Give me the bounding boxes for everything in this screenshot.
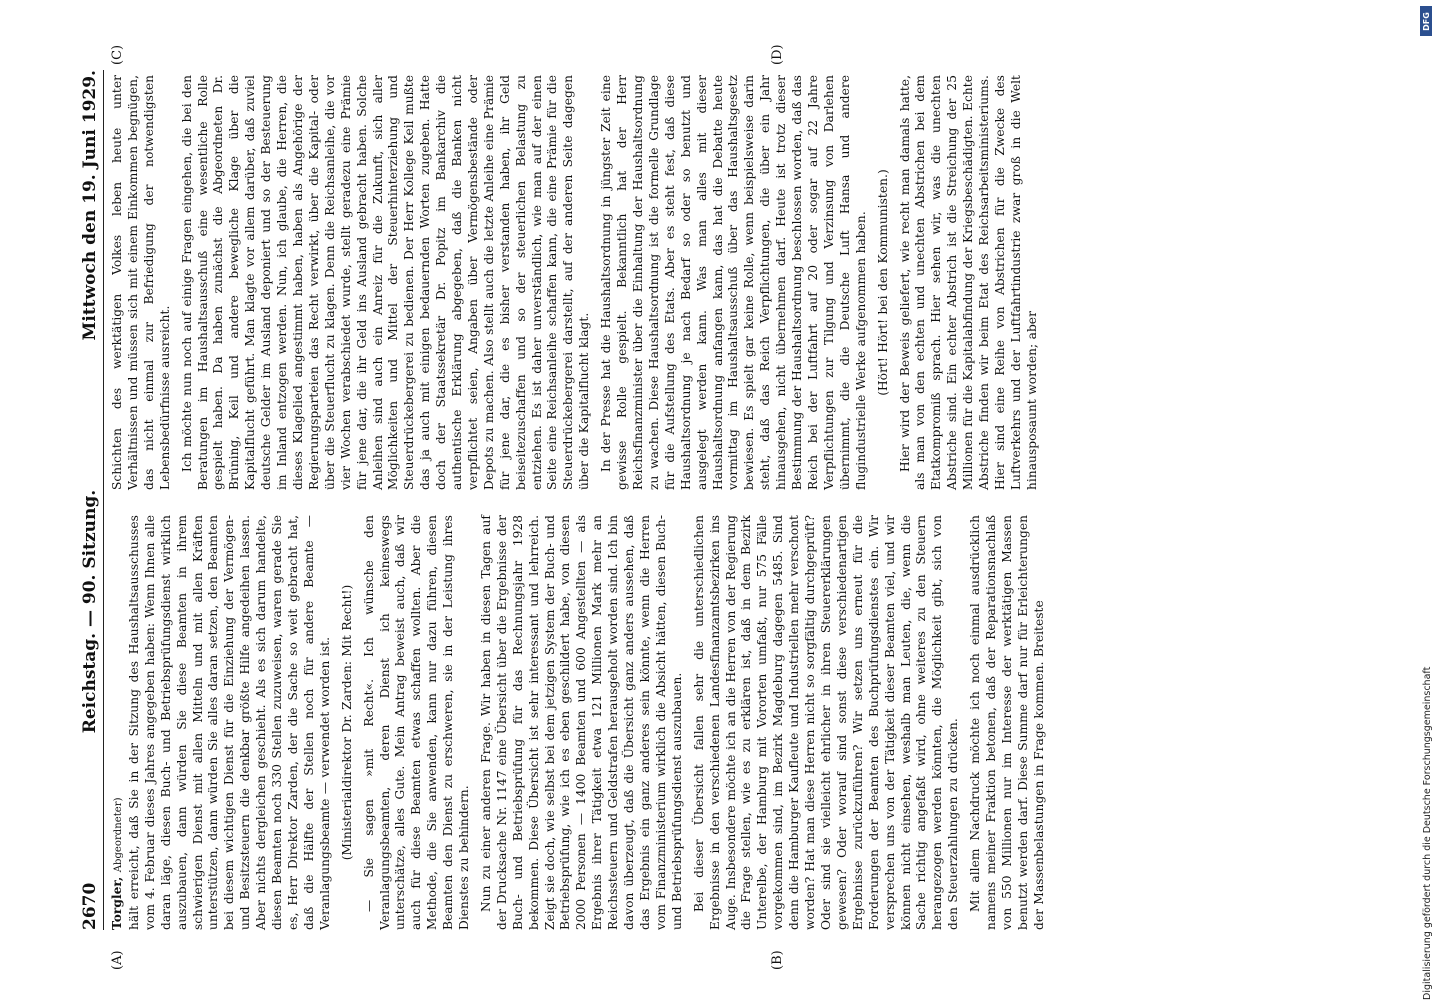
paragraph: Hier wird der Beweis geliefert, wie recht man damals hatte, als man von den echten und unechten Abstrichen bei dem Etatkompromiß sprach. Hier sehen wir, was die unechten Abstriche sind. Ein echter Abstrich ist die Streichung der 25 Millionen für die Kapitalabfindung der Kriegsbeschädigten. Echte Abstriche finden wir beim Etat des Reichsarbeitsministeriums. Hier sind eine Reihe von Abstrichen für die Zwecke des Luftverkehrs und der Luftfahrtindustrie zwar groß in die Welt hinausposaunt worden; aber <box>897 75 1039 490</box>
margin-mark-b: (B) <box>770 950 785 970</box>
paragraph: Bei dieser Übersicht fallen sehr die unterschiedlichen Ergebnisse in den verschiedenen Landesfinanzamtsbezirken ins Auge. Insbesondere möchte ich an die Herren von der Regierung die Frage stellen, wie es zu erklären ist, daß in dem Bezirk Unterelbe, der Hamburg mit Vororten umfaßt, nur 575 Fälle vorgekommen sind, im Bezirk Magdeburg dagegen 5485. Sind denn die Hamburger Kaufleute und Industriellen mehr verschont worden? Hat man diese Herren nicht so sorgfältig durchgeprüft? Oder sind sie vielleicht ehrlicher in ihren Steuererklärungen gewesen? Oder worauf sind sonst diese verschiedenartigen Ergebnisse zurückzuführen? Wir setzen uns erneut für die Forderungen der Beamten des Buchprüfungsdienstes ein. Wir versprechen uns von der Tätigkeit dieser Beamten viel, und wir können nicht einsehen, weshalb man Leuten, die, wenn die Sache richtig angefaßt wird, ohne weiteres zu den Steuern herangezogen werden könnten, die Möglichkeit gibt, sich von den Steuerzahlungen zu drücken. <box>691 515 961 930</box>
paragraph: Mit allem Nachdruck möchte ich noch einmal ausdrücklich namens meiner Fraktion betonen, daß der Reparationsnachlaß von 550 Millionen nur im Interesse der werktätigen Massen benutzt werden darf. Diese Summe darf nur für Erleichterungen der Massenbelastungen in Frage kommen. Breiteste <box>968 515 1046 930</box>
margin-mark-d: (D) <box>770 44 785 65</box>
paragraph <box>110 515 334 930</box>
header-left-title: Reichstag. — 90. Sitzung. <box>80 489 100 734</box>
page-header <box>70 70 104 930</box>
margin-mark-a: (A) <box>110 950 125 970</box>
speaker-role: Abgeordneter) <box>113 797 124 873</box>
page-number: 2670 <box>80 882 100 930</box>
paragraph: Schichten des werktätigen Volkes leben heute unter Verhältnissen und müssen sich mit einem Einkommen begnügen, das nicht einmal zur Befriedigung der notwendigsten Lebensbedürfnisse ausreicht. <box>110 75 172 490</box>
text-column-left <box>110 515 1048 930</box>
speaker-name: Torgler, <box>110 876 124 930</box>
paragraph: Nun zu einer anderen Frage. Wir haben in diesen Tagen auf der Drucksache Nr. 1147 eine Übersicht über die Ergebnisse der Buch- und Betriebsprüfung für das Rechnungsjahr 1928 bekommen. Diese Übersicht ist sehr interessant und lehrreich. Zeigt sie doch, wie selbst bei dem jetzigen System der Buch- und Betriebsprüfung, wie ich es eben geschildert habe, von diesen 2000 Personen — 1400 Beamten und 600 Angestellten — als Ergebnis ihrer Tätigkeit etwa 121 Millionen Mark mehr an Reichssteuern und Geldstrafen herausgeholt worden sind. Ich bin davon überzeugt, daß die Übersicht ganz anders aussehen, daß das Ergebnis ein ganz anderes sein könnte, wenn die Herren vom Finanzministerium wirklich die Absicht hätten, diesen Buch- und Betriebsprüfungsdienst auszubauen. <box>478 515 684 930</box>
paragraph: Ich möchte nun noch auf einige Fragen eingehen, die bei den Beratungen im Haushaltsausschuß eine wesentliche Rolle gespielt haben. Da haben zunächst die Abgeordneten Dr. Brüning, Keil und andere bewegliche Klage über die Kapitalflucht geführt. Man klagte vor allem darüber, daß zuviel deutsche Gelder im Ausland deponiert und so der Besteuerung im Inland entzogen werden. Nun, ich glaube, die Herren, die dieses Klagelied angestimmt haben, haben als Angehörige der Regierungsparteien das Recht verwirkt, über die Kapital- oder über die Steuerflucht zu klagen. Denn die Reichsanleihe, die vor vier Wochen verabschiedet wurde, stellt geradezu eine Prämie für jene dar, die ihr Geld ins Ausland gebracht haben. Solche Anleihen sind auch ein Anreiz für die Zukunft, sich aller Möglichkeiten und Mittel der Steuerhinterziehung und Steuerdrückebergerei zu bedienen. Der Herr Kollege Keil mußte das ja auch mit einigen bedauernden Worten zugeben. Hatte doch der Staatssekretär Dr. Popitz im Bankarchiv die authentische Erklärung abgegeben, daß die Banken nicht verpflichtet seien, Angaben über Vermögensbestände oder Depots zu machen. Also stellt auch die letzte Anleihe eine Prämie für jene dar, die es bisher verstanden haben, ihr Geld beiseitezuschaffen und so der steuerlichen Belastung zu entziehen. Es ist daher unverständlich, wie man auf der einen Seite eine Reichsanleihe schaffen kann, die eine Prämie für die Steuerdrückebergerei darstellt, auf der anderen Seite dagegen über die Kapitalflucht klagt. <box>179 75 592 490</box>
paragraph: — Sie sagen »mit Recht«. Ich wünsche den Veranlagungsbeamten, deren Dienst ich keineswegs unterschätze, alles Gute. Mein Antrag beweist auch, daß wir auch für diese Beamten etwas schaffen wollten. Aber die Methode, die Sie anwenden, kann nur dazu führen, diesen Beamten den Dienst zu erschweren, sie in der Leistung ihres Dienstes zu behindern. <box>361 515 472 930</box>
digitization-note: Digitalisierung gefördert durch die Deutsche Forschungsgemeinschaft <box>1422 666 1433 1000</box>
interjection: (Ministerialdirektor Dr. Zarden: Mit Recht!) <box>339 584 354 861</box>
header-right-title: Mittwoch den 19. Juni 1929. <box>80 70 100 341</box>
paragraph: In der Presse hat die Haushaltsordnung in jüngster Zeit eine gewisse Rolle gespielt. Bekanntlich hat der Herr Reichsfinanzminister über die Einhaltung der Haushaltsordnung zu wachen. Diese Haushaltsordnung ist die formelle Grundlage für die Aufstellung des Etats. Aber es steht fest, daß diese Haushaltsordnung je nach Bedarf so oder so benutzt und ausgelegt werden kann. Was man alles mit dieser Haushaltsordnung anfangen kann, das hat die Debatte heute vormittag im Haushaltsausschuß über das Haushaltsgesetz bewiesen. Es spielt gar keine Rolle, wenn beispielsweise darin steht, daß das Reich Verpflichtungen, die über ein Jahr hinausgehen, nicht übernehmen darf. Heute ist trotz dieser Bestimmung der Haushaltsordnung beschlossen worden, daß das Reich bei der Luftfahrt auf 20 oder sogar auf 22 Jahre Verpflichtungen zur Tilgung und Verzinsung von Darlehen übernimmt, die die Deutsche Luft Hansa und andere flugindustrielle Werke aufgenommen haben. <box>599 75 868 490</box>
text-column-right <box>110 75 1041 490</box>
dfg-logo-text: DFG <box>1421 11 1431 31</box>
paragraph-text: hält erreicht, daß Sie in der Sitzung des Haushaltsausschusses vom 4. Februar dieses Jahres angegeben haben: Wenn Ihnen alle daran läge, diesen Buch- und Betriebsprüfungsdienst wirklich auszubauen, dann würden Sie diese Beamten in ihrem schwierigen Dienst mit allen Mitteln und mit allen Kräften unterstützen, dann würden Sie alles daran setzen, den Beamten bei diesem wichtigen Dienst für die Einziehung der Vermögen- und Besitzsteuern die denkbar größte Hilfe angedeihen lassen. Aber nichts dergleichen geschieht. Als es sich darum handelte, diesen Beamten noch 330 Stellen zuzuweisen, waren gerade Sie es, Herr Direktor Zarden, der die Sache so weit gebracht hat, daß die Hälfte der Stellen noch für andere Beamte — Veranlagungsbeamte — verwendet worden ist. <box>126 515 332 930</box>
rotated-page-content <box>70 44 1400 970</box>
dfg-logo <box>1420 6 1432 36</box>
margin-mark-c: (C) <box>110 44 125 65</box>
interjection: (Hört! Hört! bei den Kommunisten.) <box>875 169 890 396</box>
